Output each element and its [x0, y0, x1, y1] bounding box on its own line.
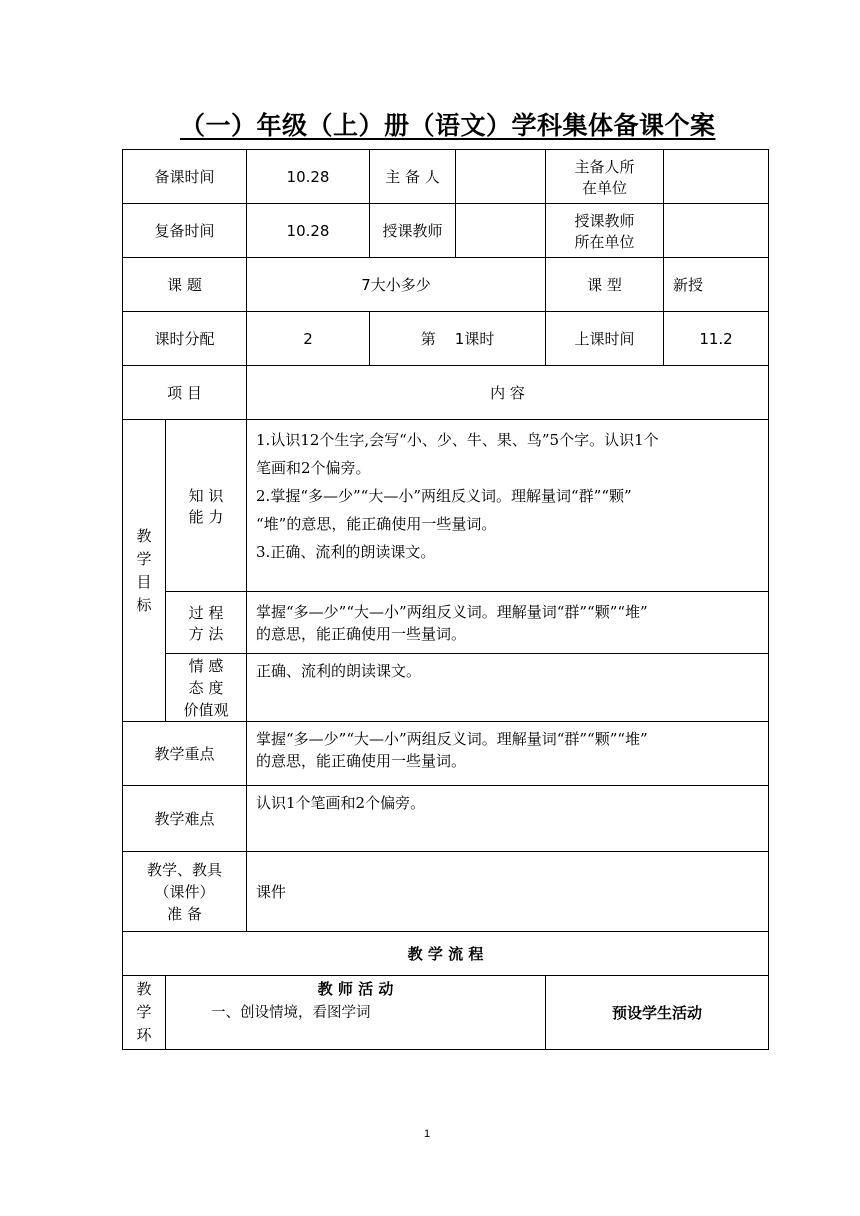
objectives-char-1: 教: [136, 526, 152, 545]
lesson-type-label: 课 型: [546, 258, 664, 312]
process-line-1: 掌握“多—少”“大—小”两组反义词。理解量词“群”“颗”“堆”: [256, 602, 648, 621]
difficulties-label: 教学难点: [123, 786, 247, 852]
emotion-label-line1: 情 感: [188, 656, 224, 675]
knowledge-line-5: 3.正确、流利的朗读课文。: [256, 543, 436, 561]
teacher-unit-value: [664, 204, 769, 258]
teacher-value: [456, 204, 546, 258]
lead-preparer-unit-label-line2: 在单位: [582, 178, 628, 197]
difficulties-content: 认识1个笔画和2个偏旁。: [247, 786, 769, 852]
process-method-label: [166, 592, 247, 654]
item-header: 项 目: [123, 366, 247, 420]
prep-time-value: 10.28: [247, 150, 370, 204]
knowledge-line-4: “堆”的意思，能正确使用一些量词。: [256, 515, 497, 533]
student-activity-header: 预设学生活动: [546, 976, 769, 1050]
knowledge-label-line1: 知 识: [188, 486, 224, 505]
teaching-flow-header: 教 学 流 程: [123, 932, 769, 976]
tools-label-line1: 教学、教具: [147, 860, 223, 879]
teacher-unit-label-line2: 所在单位: [574, 232, 635, 251]
link-char-1: 教: [136, 980, 152, 998]
teacher-activity-cell: [166, 976, 546, 1050]
prep-time-label: 备课时间: [123, 150, 247, 204]
tools-label: [123, 852, 247, 932]
lead-preparer-unit-label-line1: 主备人所: [574, 157, 635, 176]
link-char-3: 环: [136, 1026, 152, 1044]
emotion-attitude-content: 正确、流利的朗读课文。: [247, 654, 769, 722]
link-char-2: 学: [136, 1003, 152, 1021]
review-time-value: 10.28: [247, 204, 370, 258]
emotion-label-line2: 态 度: [188, 678, 224, 697]
key-points-label: 教学重点: [123, 722, 247, 786]
emotion-attitude-label: [166, 654, 247, 722]
period-allocation-label: 课时分配: [123, 312, 247, 366]
objectives-char-3: 目: [136, 572, 152, 591]
content-header: 内 容: [247, 366, 769, 420]
lead-preparer-unit-label: [546, 150, 664, 204]
knowledge-label-line2: 能 力: [188, 507, 224, 526]
period-number: 第 1课时: [370, 312, 546, 366]
class-time-label: 上课时间: [546, 312, 664, 366]
process-label-line1: 过 程: [188, 603, 224, 622]
objectives-char-2: 学: [136, 549, 152, 568]
lesson-type-value: 新授: [664, 258, 769, 312]
key-points-content: [247, 722, 769, 786]
lead-preparer-unit-value: [664, 150, 769, 204]
knowledge-line-2: 笔画和2个偏旁。: [256, 459, 371, 477]
process-line-2: 的意思，能正确使用一些量词。: [256, 624, 467, 643]
teacher-activity-first: 一、创设情境，看图学词: [211, 1005, 371, 1021]
knowledge-line-3: 2.掌握“多—少”“大—小”两组反义词。理解量词“群”“颗”: [256, 487, 632, 505]
teacher-label: 授课教师: [370, 204, 456, 258]
teacher-unit-label: [546, 204, 664, 258]
review-time-label: 复备时间: [123, 204, 247, 258]
teaching-link-label: [123, 976, 166, 1050]
tools-label-line2: （课件）: [154, 882, 215, 901]
knowledge-ability-label: [166, 420, 247, 592]
emotion-label-line3: 价值观: [183, 700, 229, 719]
knowledge-line-1: 1.认识12个生字,会写“小、少、牛、果、鸟”5个字。认识1个: [256, 431, 659, 449]
key-points-line-2: 的意思，能正确使用一些量词。: [256, 752, 467, 770]
page-number: 1: [424, 1128, 431, 1140]
teaching-objectives-label: [123, 420, 166, 722]
process-label-line2: 方 法: [188, 624, 224, 643]
teacher-unit-label-line1: 授课教师: [574, 211, 635, 230]
lead-preparer-value: [456, 150, 546, 204]
period-allocation-value: 2: [247, 312, 370, 366]
process-method-content: [247, 592, 769, 654]
page-title: （一）年级（上）册（语文）学科集体备课个案: [180, 111, 716, 140]
lesson-topic-value: 7大小多少: [247, 258, 546, 312]
objectives-char-4: 标: [136, 595, 152, 614]
lesson-plan-table: [122, 149, 769, 1050]
class-time-value: 11.2: [664, 312, 769, 366]
knowledge-ability-content: [247, 420, 769, 592]
key-points-line-1: 掌握“多—少”“大—小”两组反义词。理解量词“群”“颗”“堆”: [256, 730, 648, 748]
lead-preparer-label: 主 备 人: [370, 150, 456, 204]
lesson-topic-label: 课 题: [123, 258, 247, 312]
tools-label-line3: 准 备: [167, 904, 202, 923]
tools-content: 课件: [247, 852, 769, 932]
teacher-activity-header: 教 师 活 动: [317, 980, 394, 998]
